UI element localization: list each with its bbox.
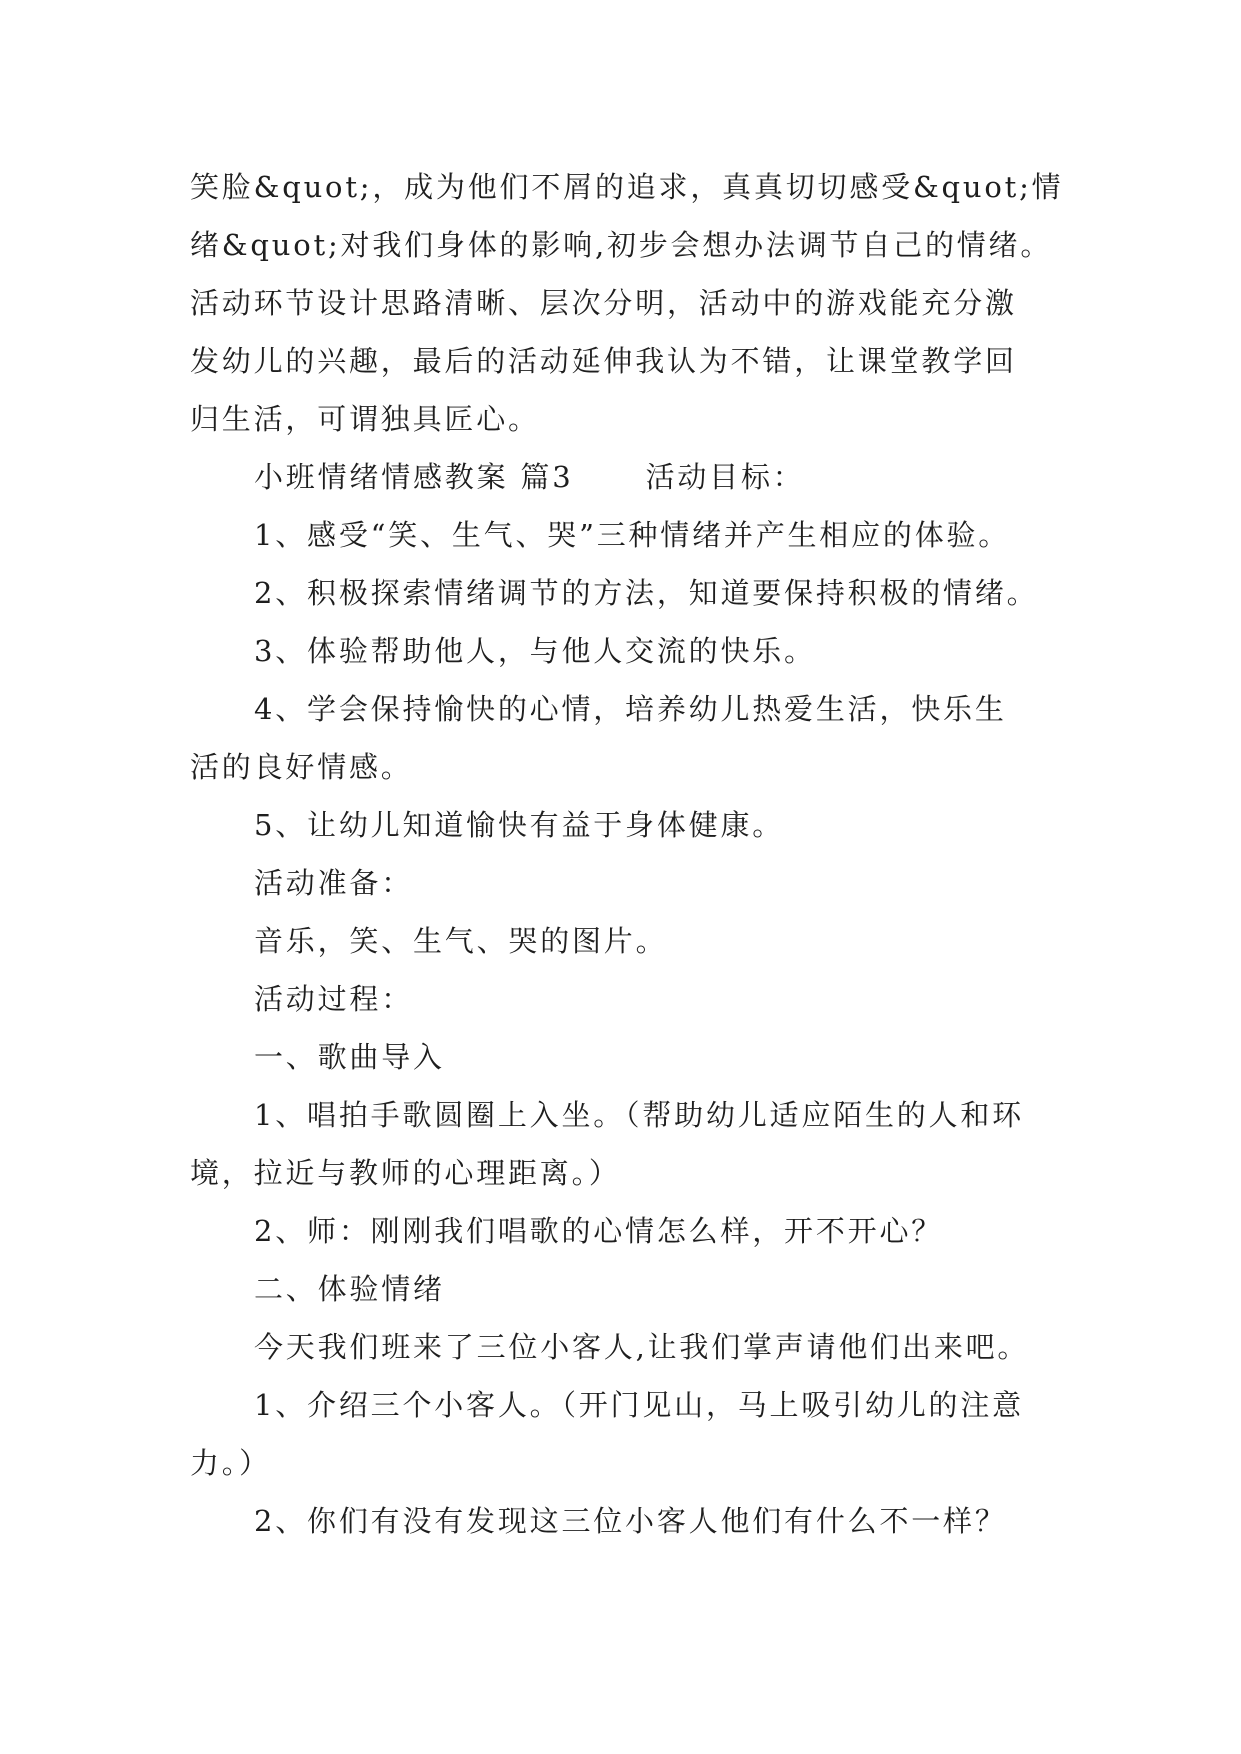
paragraph-line: 音乐，笑、生气、哭的图片。 <box>254 924 668 958</box>
paragraph-line: 今天我们班来了三位小客人,让我们掌声请他们出来吧。 <box>254 1330 1030 1364</box>
step-item: 2、你们有没有发现这三位小客人他们有什么不一样？ <box>254 1504 1007 1538</box>
step-item: 1、唱拍手歌圆圈上入坐。（帮助幼儿适应陌生的人和环 <box>254 1098 1024 1132</box>
paragraph-line: 力。） <box>190 1446 271 1480</box>
goal-item: 2、积极探索情绪调节的方法，知道要保持积极的情绪。 <box>254 576 1039 610</box>
paragraph-line: 发幼儿的兴趣，最后的活动延伸我认为不错，让课堂教学回 <box>190 344 1017 378</box>
paragraph-line: 活的良好情感。 <box>190 750 413 784</box>
goal-item: 1、感受“笑、生气、哭”三种情绪并产生相应的体验。 <box>254 518 1011 552</box>
paragraph-line: 境，拉近与教师的心理距离。） <box>190 1156 621 1190</box>
subheading: 活动过程： <box>254 982 414 1016</box>
paragraph-line: 笑脸&quot;，成为他们不屑的追求，真真切切感受&quot;情 <box>190 170 1064 204</box>
paragraph-line: 绪&quot;对我们身体的影响,初步会想办法调节自己的情绪。 <box>190 228 1053 262</box>
step-item: 2、师：刚刚我们唱歌的心情怎么样，开不开心？ <box>254 1214 944 1248</box>
goal-item: 3、体验帮助他人，与他人交流的快乐。 <box>254 634 816 668</box>
goal-item: 4、学会保持愉快的心情，培养幼儿热爱生活，快乐生 <box>254 692 1007 726</box>
paragraph-line: 归生活，可谓独具匠心。 <box>190 402 540 436</box>
section-heading: 小班情绪情感教案 篇3 活动目标： <box>254 460 805 494</box>
step-heading: 一、歌曲导入 <box>254 1040 445 1074</box>
subheading: 活动准备： <box>254 866 414 900</box>
paragraph-line: 活动环节设计思路清晰、层次分明，活动中的游戏能充分激 <box>190 286 1017 320</box>
step-heading: 二、体验情绪 <box>254 1272 445 1306</box>
document-body <box>190 158 1070 1550</box>
step-item: 1、介绍三个小客人。（开门见山，马上吸引幼儿的注意 <box>254 1388 1024 1422</box>
goal-item: 5、让幼儿知道愉快有益于身体健康。 <box>254 808 785 842</box>
